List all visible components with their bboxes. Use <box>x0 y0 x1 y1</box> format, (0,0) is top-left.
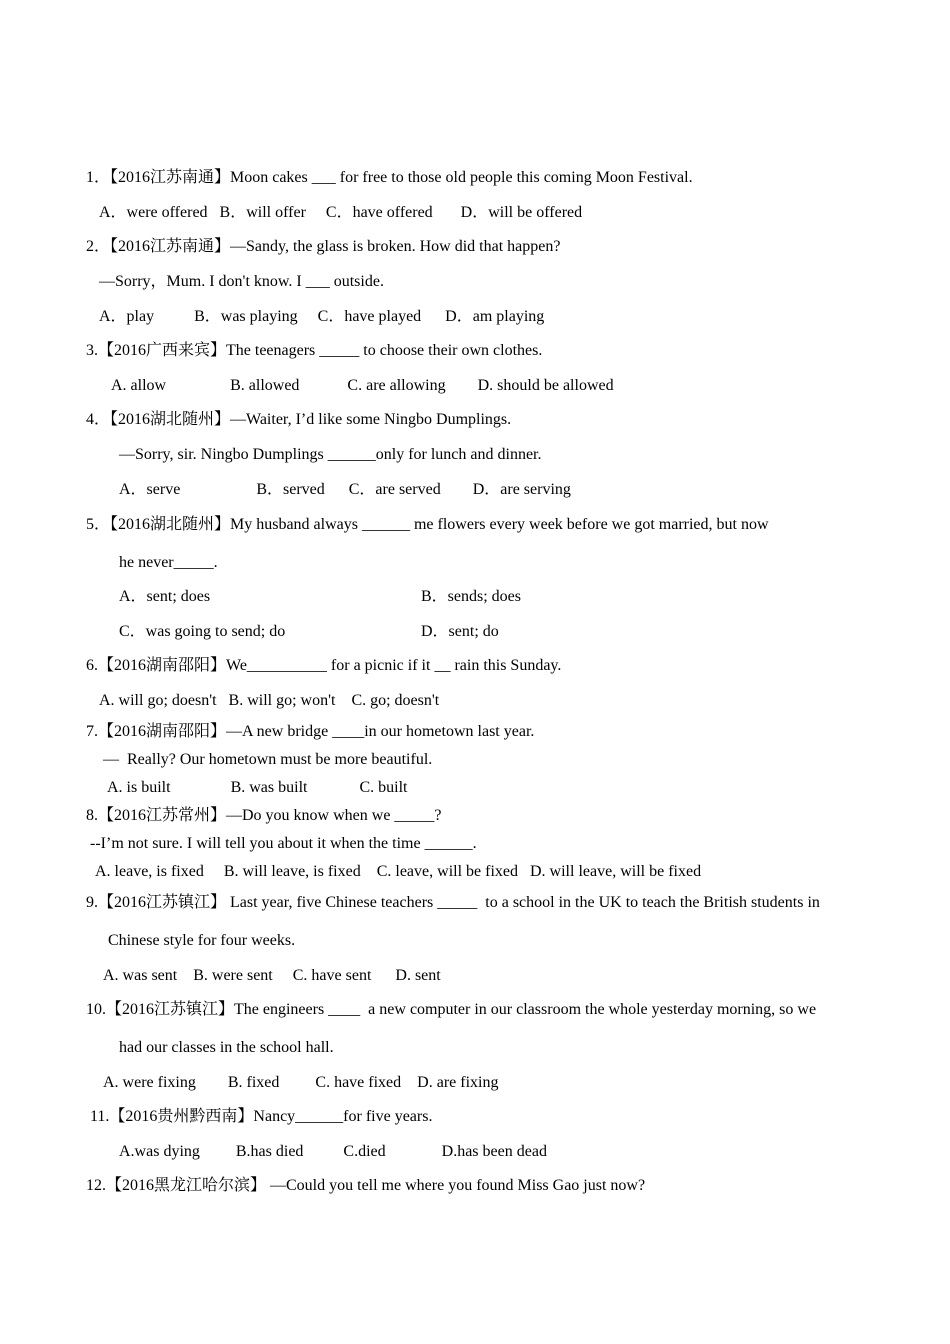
question-3-options: A. allow B. allowed C. are allowing D. should be allowed <box>111 377 614 394</box>
question-8-stem: 8.【2016江苏常州】—Do you know when we _____? <box>86 807 442 824</box>
question-7-dialogue: — Really? Our hometown must be more beautiful. <box>103 751 433 768</box>
question-4-dialogue: —Sorry, sir. Ningbo Dumplings ______only for lunch and dinner. <box>119 446 542 463</box>
question-8-dialogue: --I’m not sure. I will tell you about it when the time ______. <box>90 835 477 852</box>
question-11-stem: 11.【2016贵州黔西南】Nancy______for five years. <box>90 1108 433 1125</box>
question-9-stem: 9.【2016江苏镇江】 Last year, five Chinese teachers _____ to a school in the UK to teach the British students in <box>86 894 820 911</box>
question-5-stem: 5．【2016湖北随州】My husband always ______ me flowers every week before we got married, but now <box>86 516 769 533</box>
question-7-stem: 7.【2016湖南邵阳】—A new bridge ____in our hometown last year. <box>86 723 535 740</box>
question-5-stem-continued: he never_____. <box>119 554 218 571</box>
question-2-options: A．play B．was playing C．have played D．am playing <box>99 308 545 325</box>
question-6-stem: 6.【2016湖南邵阳】We__________ for a picnic if it __ rain this Sunday. <box>86 657 562 674</box>
question-4-stem: 4．【2016湖北随州】—Waiter, I’d like some Ningbo Dumplings. <box>86 411 512 428</box>
question-9-options: A. was sent B. were sent C. have sent D. sent <box>103 967 441 984</box>
question-5-option-a: A．sent; does <box>119 588 211 605</box>
question-5-option-b: B．sends; does <box>421 588 522 605</box>
question-11-options: A.was dying B.has died C.died D.has been dead <box>119 1143 547 1160</box>
question-12-stem: 12.【2016黑龙江哈尔滨】 —Could you tell me where you found Miss Gao just now? <box>86 1177 646 1194</box>
question-10-stem-continued: had our classes in the school hall. <box>119 1039 334 1056</box>
question-3-stem: 3.【2016广西来宾】The teenagers _____ to choose their own clothes. <box>86 342 543 359</box>
question-4-options: A．serve B．served C．are served D．are serving <box>119 481 571 498</box>
question-10-options: A. were fixing B. fixed C. have fixed D. are fixing <box>103 1074 499 1091</box>
question-1-stem: 1．【2016江苏南通】Moon cakes ___ for free to those old people this coming Moon Festival. <box>86 169 693 186</box>
question-10-stem: 10.【2016江苏镇江】The engineers ____ a new computer in our classroom the whole yesterday morning, so we <box>86 1001 817 1018</box>
question-7-options: A. is built B. was built C. built <box>107 779 408 796</box>
question-5-option-c: C．was going to send; do <box>119 623 286 640</box>
question-1-options: A．were offered B．will offer C．have offered D．will be offered <box>99 204 583 221</box>
question-6-options: A. will go; doesn't B. will go; won't C. go; doesn't <box>99 692 440 709</box>
question-9-stem-continued: Chinese style for four weeks. <box>108 932 296 949</box>
question-2-stem: 2．【2016江苏南通】—Sandy, the glass is broken. How did that happen? <box>86 238 561 255</box>
question-2-dialogue: —Sorry，Mum. I don't know. I ___ outside. <box>99 273 384 290</box>
question-8-options: A. leave, is fixed B. will leave, is fixed C. leave, will be fixed D. will leave, will be fixed <box>95 863 702 880</box>
question-5-option-d: D．sent; do <box>421 623 499 640</box>
